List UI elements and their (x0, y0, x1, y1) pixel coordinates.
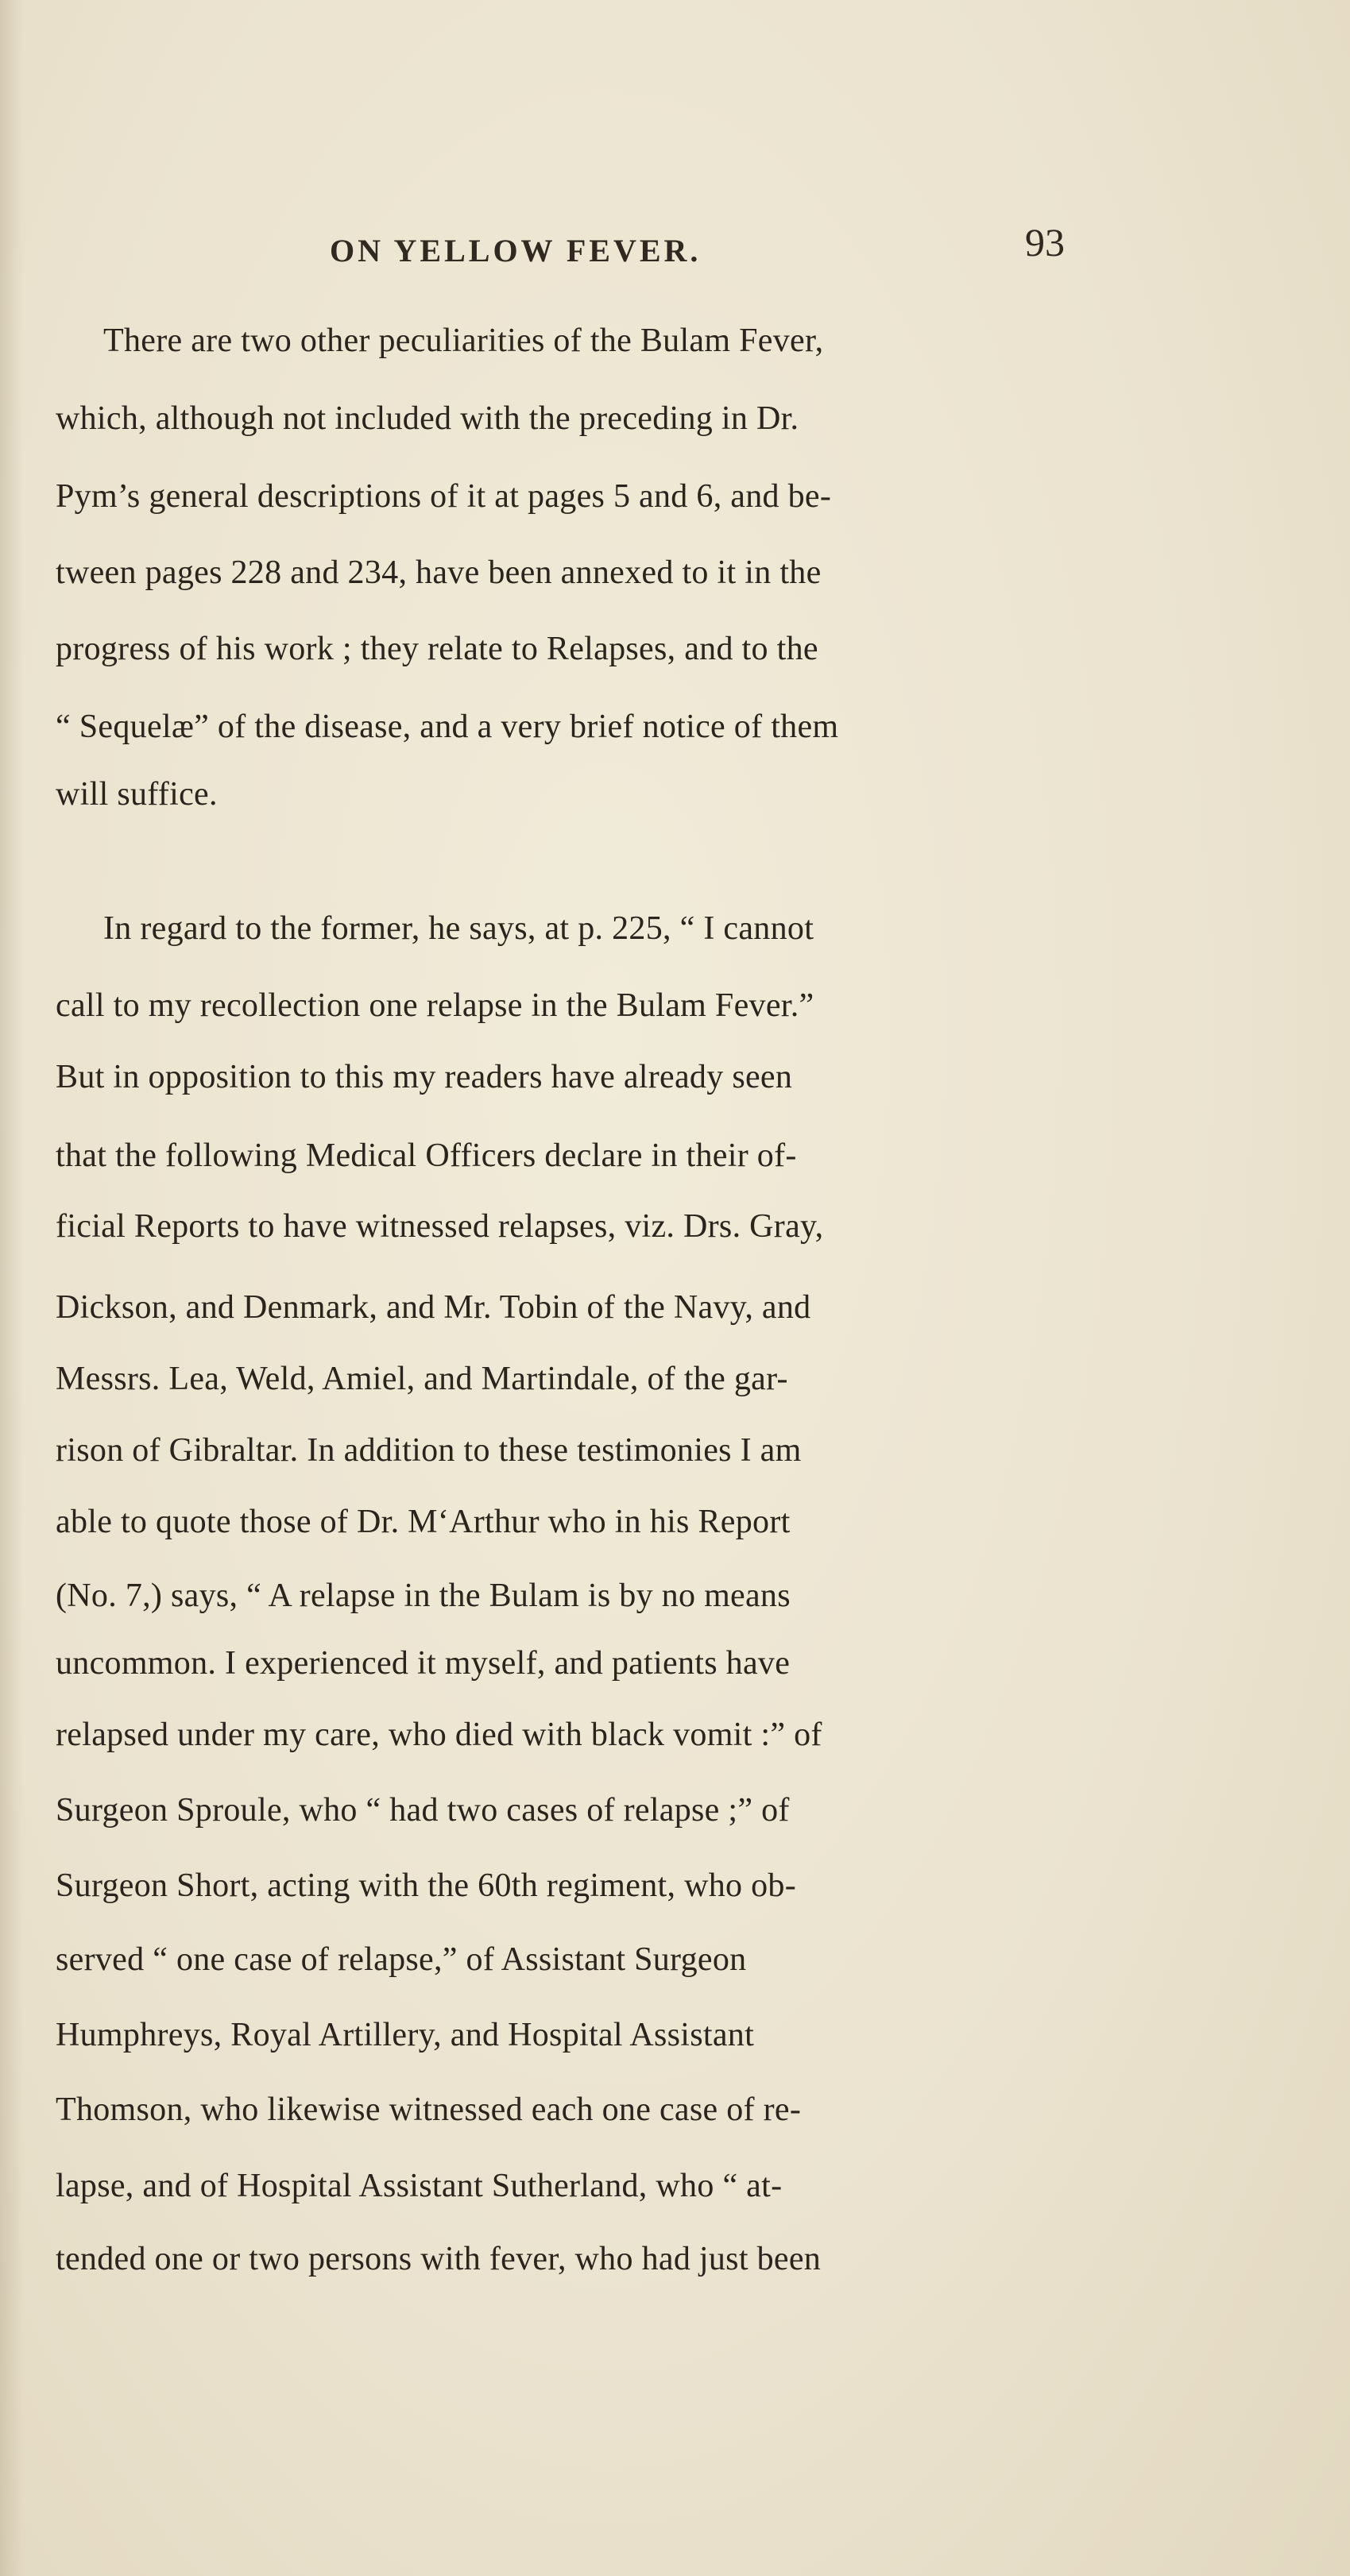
text-line: Surgeon Short, acting with the 60th regiment, who ob- (56, 1867, 797, 1904)
text-line: tween pages 228 and 234, have been annexed to it in the (56, 554, 822, 591)
text-line: uncommon. I experienced it myself, and patients have (56, 1645, 791, 1682)
running-head: ON YELLOW FEVER. (330, 233, 702, 268)
text-line: Dickson, and Denmark, and Mr. Tobin of the Navy, and (56, 1289, 811, 1326)
text-line: There are two other peculiarities of the Bulam Fever, (103, 322, 824, 359)
text-line: tended one or two persons with fever, who had just been (56, 2241, 822, 2277)
page-gutter-shadow (0, 0, 24, 2576)
text-line: (No. 7,) says, “ A relapse in the Bulam is by no means (56, 1578, 791, 1614)
text-line: relapsed under my care, who died with black vomit :” of (56, 1717, 822, 1753)
text-line: call to my recollection one relapse in the Bulam Fever.” (56, 987, 814, 1024)
text-line: Humphreys, Royal Artillery, and Hospital Assistant (56, 2017, 755, 2053)
text-line: lapse, and of Hospital Assistant Sutherland, who “ at- (56, 2168, 783, 2204)
text-line: rison of Gibraltar. In addition to these testimonies I am (56, 1432, 802, 1469)
text-line: Pym’s general descriptions of it at pages 5 and 6, and be- (56, 478, 832, 515)
text-line: able to quote those of Dr. M‘Arthur who in his Report (56, 1504, 791, 1540)
text-line: will suffice. (56, 776, 218, 813)
text-line: “ Sequelæ” of the disease, and a very brief notice of them (56, 709, 839, 745)
text-line: served “ one case of relapse,” of Assistant Surgeon (56, 1941, 747, 1978)
page-number: 93 (1025, 220, 1065, 265)
text-line: In regard to the former, he says, at p. 225, “ I cannot (103, 910, 814, 947)
text-line: that the following Medical Officers declare in their of- (56, 1137, 797, 1174)
text-line: progress of his work ; they relate to Relapses, and to the (56, 631, 818, 667)
text-line: Thomson, who likewise witnessed each one case of re- (56, 2091, 802, 2128)
text-line: But in opposition to this my readers have already seen (56, 1059, 793, 1095)
text-line: which, although not included with the preceding in Dr. (56, 400, 799, 437)
text-line: Messrs. Lea, Weld, Amiel, and Martindale, of the gar- (56, 1361, 788, 1397)
text-line: Surgeon Sproule, who “ had two cases of relapse ;” of (56, 1792, 790, 1829)
text-line: ficial Reports to have witnessed relapses, viz. Drs. Gray, (56, 1208, 824, 1245)
